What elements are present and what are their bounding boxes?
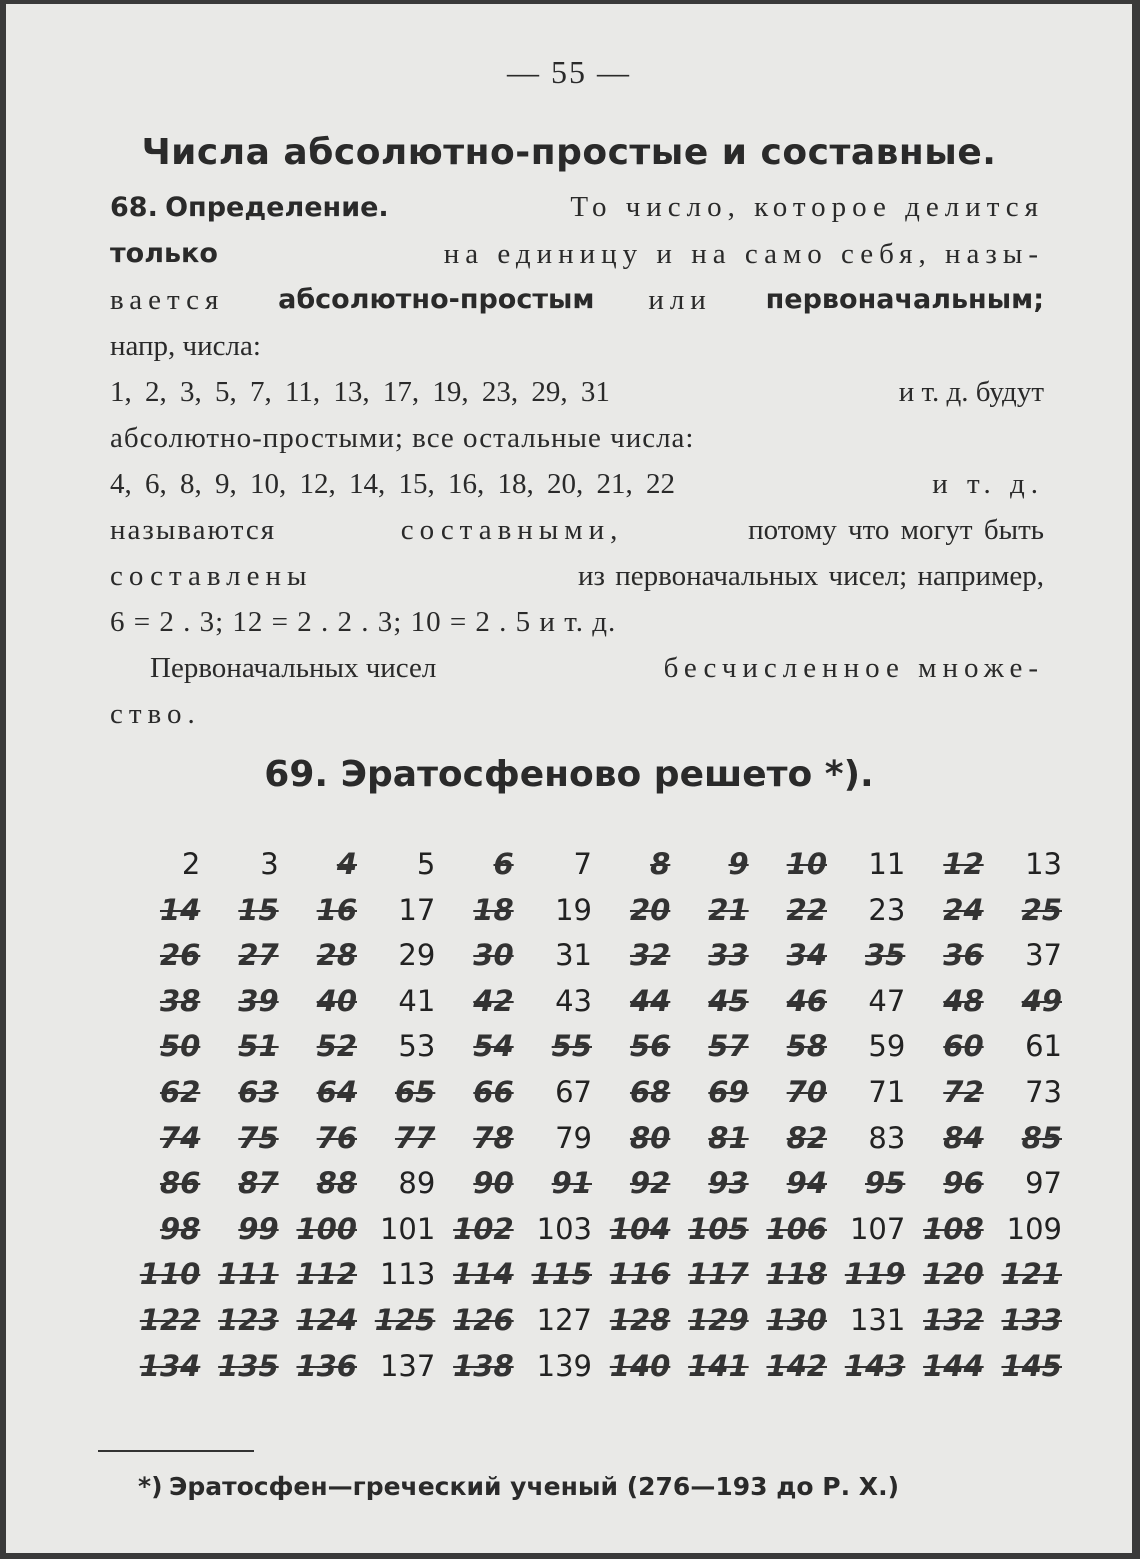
sieve-number-crossed: 110 xyxy=(139,1257,201,1292)
sieve-number-crossed: 95 xyxy=(864,1166,906,1201)
sieve-number-crossed: 124 xyxy=(296,1302,357,1337)
text-span: вается xyxy=(110,284,225,316)
sieve-number-crossed: 117 xyxy=(688,1257,749,1292)
sieve-number-crossed: 93 xyxy=(708,1166,749,1201)
sieve-number-prime: 73 xyxy=(1025,1074,1062,1109)
sieve-number-prime: 3 xyxy=(260,847,279,881)
sieve-number-crossed: 12 xyxy=(943,847,984,881)
sieve-number-crossed: 49 xyxy=(1021,983,1062,1018)
footnote-text: Эратосфен—греческий ученый (276—193 до Р. Х.) xyxy=(169,1472,899,1501)
text-line xyxy=(110,231,1044,277)
page-number: — 55 — xyxy=(507,54,631,90)
sieve-number-crossed: 50 xyxy=(159,1029,201,1064)
bold-term: первоначальным; xyxy=(765,284,1044,315)
sieve-number-crossed: 129 xyxy=(688,1302,749,1337)
number-list: 1, 2, 3, 5, 7, 11, 13, 17, 19, 23, 29, 31 xyxy=(110,376,610,408)
definition-heading: Определение. xyxy=(165,192,389,223)
sieve-number-crossed: 91 xyxy=(551,1166,592,1201)
sieve-title: 69. Эратосфеново решето *). xyxy=(264,754,874,795)
text-line xyxy=(110,184,1044,231)
sieve-number-crossed: 10 xyxy=(786,847,827,881)
sieve-table xyxy=(126,842,1066,1389)
sieve-number-crossed: 88 xyxy=(316,1166,357,1201)
sieve-number-crossed: 102 xyxy=(453,1211,514,1246)
sieve-number-prime: 11 xyxy=(868,847,906,881)
sieve-number-crossed: 27 xyxy=(238,938,279,973)
sieve-number-prime: 5 xyxy=(416,847,436,881)
footnote-divider xyxy=(98,1450,254,1452)
sieve-number-crossed: 74 xyxy=(159,1120,201,1155)
sieve-number-crossed: 36 xyxy=(943,938,984,973)
sieve-number-crossed: 62 xyxy=(159,1074,201,1109)
sieve-number-crossed: 76 xyxy=(316,1120,357,1155)
sieve-number-crossed: 68 xyxy=(629,1074,671,1109)
sieve-number-crossed: 141 xyxy=(688,1348,749,1383)
sieve-number-crossed: 55 xyxy=(551,1029,592,1064)
sieve-number-prime: 43 xyxy=(555,983,592,1018)
bold-term: только xyxy=(110,238,218,269)
text-line xyxy=(110,599,1044,645)
sieve-number-prime: 41 xyxy=(398,983,436,1018)
sieve-number-crossed: 25 xyxy=(1021,892,1062,927)
sieve-number-crossed: 30 xyxy=(473,938,514,973)
sieve-number-prime: 131 xyxy=(849,1302,906,1337)
sieve-number-crossed: 92 xyxy=(629,1166,671,1201)
sieve-number-crossed: 114 xyxy=(453,1257,514,1292)
sieve-number-crossed: 98 xyxy=(159,1211,201,1246)
text-span: Первоначальных чисел xyxy=(150,652,437,684)
text-span: и т. д. xyxy=(932,468,1044,500)
text-line xyxy=(110,645,1044,691)
sieve-number-prime: 29 xyxy=(398,938,436,973)
sieve-number-crossed: 90 xyxy=(473,1166,514,1201)
text-span: напр, числа: xyxy=(110,330,261,362)
sieve-number-prime: 13 xyxy=(1025,847,1062,881)
text-span: абсолютно-простыми; все остальные числа: xyxy=(110,422,695,454)
sieve-number-crossed: 18 xyxy=(473,892,514,927)
sieve-number-crossed: 136 xyxy=(296,1348,357,1383)
sieve-number-crossed: 70 xyxy=(786,1074,827,1109)
sieve-number-crossed: 128 xyxy=(609,1302,671,1337)
sieve-number-crossed: 38 xyxy=(159,983,201,1018)
paragraph-68 xyxy=(110,184,1044,737)
sieve-number-crossed: 56 xyxy=(629,1029,671,1064)
sieve-number-crossed: 86 xyxy=(159,1166,201,1201)
sieve-number-prime: 67 xyxy=(555,1074,592,1109)
sieve-number-prime: 17 xyxy=(398,892,436,927)
sieve-number-crossed: 143 xyxy=(844,1348,906,1383)
sieve-number-crossed: 63 xyxy=(238,1074,279,1109)
sieve-number-prime: 83 xyxy=(868,1120,906,1155)
text-span: из первоначальных чисел; например, xyxy=(577,560,1044,592)
sieve-number-crossed: 145 xyxy=(1001,1348,1062,1383)
sieve-number-crossed: 35 xyxy=(864,938,906,973)
sieve-number-prime: 59 xyxy=(868,1029,906,1064)
sieve-number-prime: 137 xyxy=(379,1348,436,1383)
sieve-number-prime: 97 xyxy=(1025,1166,1062,1201)
sieve-number-crossed: 87 xyxy=(238,1166,279,1201)
text-span: на единицу и на само себя, назы- xyxy=(443,238,1044,270)
text-line xyxy=(110,415,1044,461)
text-span: называются xyxy=(110,514,277,546)
sieve-number-crossed: 44 xyxy=(629,983,671,1018)
sieve-number-prime: 31 xyxy=(555,938,592,973)
sieve-number-crossed: 140 xyxy=(609,1348,671,1383)
text-line xyxy=(110,369,1044,415)
sieve-number-crossed: 6 xyxy=(493,847,514,881)
sieve-number-crossed: 81 xyxy=(708,1120,749,1155)
sieve-number-crossed: 82 xyxy=(786,1120,827,1155)
sieve-number-crossed: 105 xyxy=(688,1211,749,1246)
sieve-number-crossed: 24 xyxy=(943,892,984,927)
sieve-number-crossed: 52 xyxy=(316,1029,357,1064)
sieve-number-crossed: 122 xyxy=(139,1302,201,1337)
sieve-number-crossed: 121 xyxy=(1001,1257,1062,1292)
sieve-number-crossed: 65 xyxy=(394,1074,436,1109)
sieve-number-crossed: 15 xyxy=(238,892,279,927)
sieve-number-crossed: 4 xyxy=(336,847,357,881)
sieve-number-crossed: 48 xyxy=(943,983,984,1018)
text-span: потому что могут быть xyxy=(748,514,1044,546)
equation-line: 6 = 2 . 3; 12 = 2 . 2 . 3; 10 = 2 . 5 и т. д. xyxy=(110,606,617,638)
sieve-number-prime: 101 xyxy=(379,1211,436,1246)
sieve-number-crossed: 116 xyxy=(609,1257,671,1292)
spaced-term: бесчисленное множе- xyxy=(663,652,1044,684)
sieve-number-prime: 139 xyxy=(536,1348,592,1383)
sieve-number-prime: 79 xyxy=(555,1120,592,1155)
sieve-number-crossed: 134 xyxy=(139,1348,201,1383)
sieve-number-crossed: 72 xyxy=(943,1074,984,1109)
sieve-number-crossed: 123 xyxy=(218,1302,279,1337)
bold-term: абсолютно-простым xyxy=(278,284,595,315)
sieve-number-crossed: 80 xyxy=(629,1120,671,1155)
sieve-number-crossed: 108 xyxy=(923,1211,984,1246)
paragraph-number: 68. xyxy=(110,192,158,223)
sieve-number-crossed: 69 xyxy=(708,1074,749,1109)
sieve-number-crossed: 100 xyxy=(296,1211,357,1246)
sieve-number-crossed: 64 xyxy=(316,1074,357,1109)
sieve-number-prime: 61 xyxy=(1025,1029,1062,1064)
sieve-number-crossed: 32 xyxy=(629,938,671,973)
sieve-number-crossed: 40 xyxy=(316,983,357,1018)
sieve-number-crossed: 78 xyxy=(473,1120,514,1155)
text-span: ство. xyxy=(110,698,201,730)
sieve-number-crossed: 14 xyxy=(159,892,201,927)
sieve-number-prime: 47 xyxy=(868,983,906,1018)
sieve-number-crossed: 119 xyxy=(844,1257,906,1292)
sieve-number-prime: 71 xyxy=(868,1074,906,1109)
sieve-number-crossed: 96 xyxy=(943,1166,984,1201)
spaced-term: составлены xyxy=(110,560,313,592)
sieve-number-prime: 7 xyxy=(573,847,592,881)
sieve-number-crossed: 57 xyxy=(708,1029,749,1064)
sieve-number-crossed: 106 xyxy=(766,1211,827,1246)
sieve-number-crossed: 58 xyxy=(786,1029,827,1064)
sieve-number-crossed: 66 xyxy=(473,1074,514,1109)
sieve-number-crossed: 8 xyxy=(650,847,671,881)
sieve-number-prime: 107 xyxy=(849,1211,906,1246)
sieve-number-crossed: 144 xyxy=(923,1348,984,1383)
sieve-number-prime: 23 xyxy=(868,892,906,927)
sieve-number-crossed: 126 xyxy=(453,1302,514,1337)
sieve-number-prime: 113 xyxy=(379,1257,436,1292)
sieve-number-crossed: 138 xyxy=(453,1348,514,1383)
text-line xyxy=(110,507,1044,553)
sieve-number-crossed: 45 xyxy=(708,983,749,1018)
sieve-number-crossed: 132 xyxy=(923,1302,984,1337)
sieve-number-crossed: 75 xyxy=(238,1120,279,1155)
section-title: Числа абсолютно-простые и составные. xyxy=(141,132,997,173)
sieve-number-prime: 19 xyxy=(555,892,592,927)
sieve-number-prime: 109 xyxy=(1006,1211,1062,1246)
text-line xyxy=(110,553,1044,599)
sieve-number-crossed: 22 xyxy=(786,892,827,927)
sieve-number-crossed: 142 xyxy=(766,1348,827,1383)
sieve-number-crossed: 85 xyxy=(1021,1120,1062,1155)
text-line xyxy=(110,323,1044,369)
sieve-number-crossed: 39 xyxy=(238,983,279,1018)
sieve-number-crossed: 118 xyxy=(766,1257,827,1292)
sieve-number-crossed: 135 xyxy=(218,1348,279,1383)
sieve-number-crossed: 60 xyxy=(943,1029,984,1064)
sieve-number-crossed: 104 xyxy=(609,1211,671,1246)
spaced-term: составными, xyxy=(400,514,624,546)
footnote-marker: *) xyxy=(138,1472,163,1501)
text-span: То число, которое делится xyxy=(570,191,1044,223)
sieve-number-crossed: 111 xyxy=(218,1257,279,1292)
sieve-number-crossed: 84 xyxy=(943,1120,984,1155)
sieve-number-prime: 89 xyxy=(398,1166,436,1201)
book-page xyxy=(6,4,1132,1553)
sieve-number-prime: 53 xyxy=(398,1029,436,1064)
sieve-number-crossed: 130 xyxy=(766,1302,827,1337)
sieve-number-crossed: 112 xyxy=(296,1257,357,1292)
sieve-number-crossed: 94 xyxy=(786,1166,827,1201)
sieve-number-prime: 127 xyxy=(536,1302,592,1337)
sieve-number-crossed: 9 xyxy=(728,847,749,881)
sieve-number-crossed: 125 xyxy=(374,1302,436,1337)
text-line xyxy=(110,691,1044,737)
sieve-number-crossed: 20 xyxy=(629,892,671,927)
text-line xyxy=(110,461,1044,507)
sieve-number-crossed: 115 xyxy=(531,1257,592,1292)
sieve-number-prime: 37 xyxy=(1025,938,1062,973)
sieve-number-crossed: 51 xyxy=(238,1029,279,1064)
sieve-number-crossed: 120 xyxy=(923,1257,984,1292)
sieve-number-crossed: 54 xyxy=(473,1029,514,1064)
text-span: или xyxy=(648,284,712,316)
number-list: 4, 6, 8, 9, 10, 12, 14, 15, 16, 18, 20, 21, 22 xyxy=(110,468,675,500)
sieve-number-crossed: 99 xyxy=(238,1211,279,1246)
footnote xyxy=(138,1472,899,1502)
sieve-number-prime: 103 xyxy=(536,1211,592,1246)
sieve-number-crossed: 46 xyxy=(786,983,827,1018)
sieve-number-crossed: 21 xyxy=(708,892,749,927)
sieve-number-crossed: 16 xyxy=(316,892,357,927)
sieve-number-prime: 2 xyxy=(181,847,201,881)
text-span: и т. д. будут xyxy=(898,376,1044,408)
sieve-number-crossed: 34 xyxy=(786,938,827,973)
sieve-number-crossed: 77 xyxy=(394,1120,436,1155)
sieve-number-crossed: 133 xyxy=(1001,1302,1062,1337)
sieve-number-crossed: 26 xyxy=(159,938,201,973)
sieve-number-crossed: 33 xyxy=(708,938,749,973)
text-line xyxy=(110,277,1044,323)
sieve-number-crossed: 28 xyxy=(316,938,357,973)
sieve-number-crossed: 42 xyxy=(473,983,514,1018)
